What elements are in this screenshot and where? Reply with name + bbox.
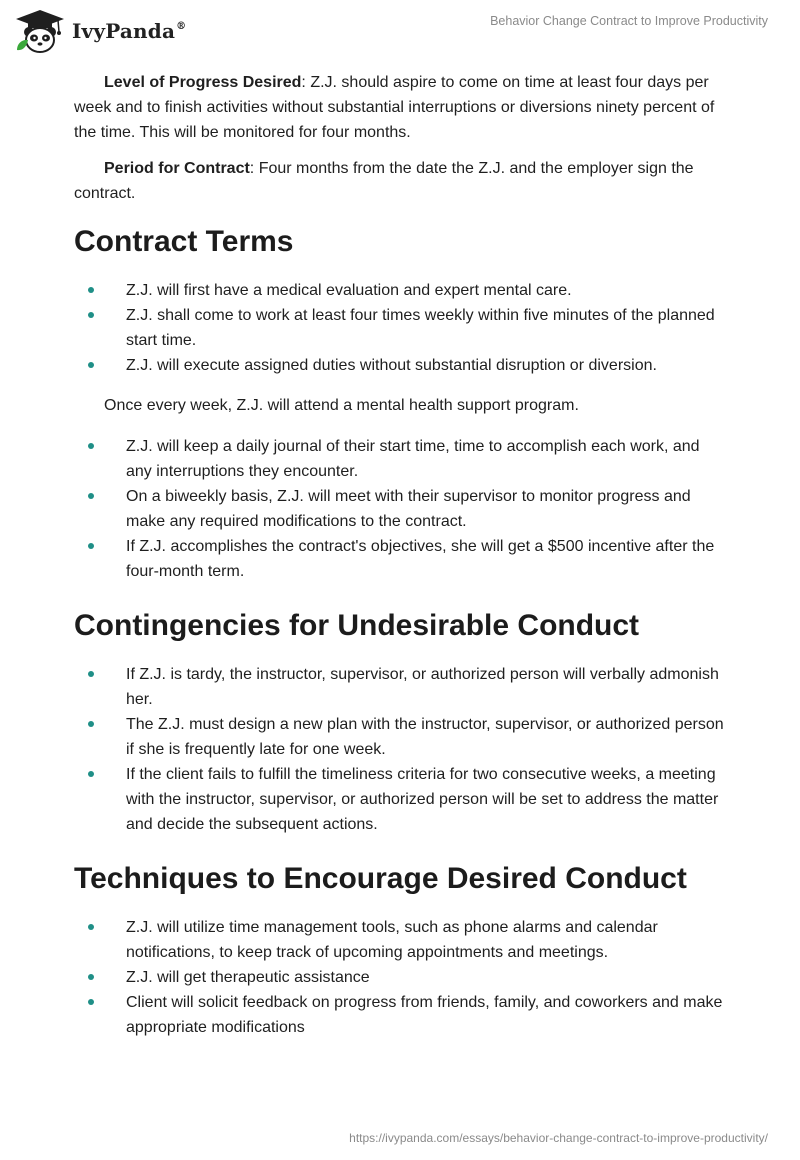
techniques-list: [74, 915, 724, 1040]
source-url-link[interactable]: https://ivypanda.com/essays/behavior-change-contract-to-improve-productivity/: [349, 1131, 768, 1145]
brand-name: IvyPanda®: [72, 19, 187, 43]
list-item: Z.J. shall come to work at least four times weekly within five minutes of the planned start time.: [74, 303, 724, 353]
list-item: Client will solicit feedback on progress from friends, family, and coworkers and make appropriate modifications: [74, 990, 724, 1040]
bullet-icon: [88, 771, 94, 777]
list-item: Z.J. will get therapeutic assistance: [74, 965, 724, 990]
bullet-icon: [88, 974, 94, 980]
list-item: Z.J. will execute assigned duties without substantial disruption or diversion.: [74, 353, 724, 378]
bullet-icon: [88, 443, 94, 449]
contract-terms-list-2: [74, 434, 724, 584]
list-item: On a biweekly basis, Z.J. will meet with their supervisor to monitor progress and make any required modifications to the contract.: [74, 484, 724, 534]
ivypanda-logo[interactable]: [14, 8, 186, 54]
bullet-icon: [88, 721, 94, 727]
list-item: The Z.J. must design a new plan with the instructor, supervisor, or authorized person if she is frequently late for one week.: [74, 712, 724, 762]
bullet-icon: [88, 312, 94, 318]
list-item: Z.J. will first have a medical evaluation and expert mental care.: [74, 278, 724, 303]
contract-terms-list: [74, 278, 724, 378]
section-heading-contingencies: Contingencies for Undesirable Conduct: [74, 609, 640, 642]
list-item: Z.J. will utilize time management tools, such as phone alarms and calendar notifications, to keep track of upcoming appointments and meetings.: [74, 915, 724, 965]
progress-text: : Z.J. should aspire to come on time at least four days per week and to finish activities without substantial interruptions or diversions ninety percent of the time. This will be monitored for four months.: [74, 74, 715, 141]
progress-label: Level of Progress Desired: [104, 74, 302, 91]
section-heading-techniques: Techniques to Encourage Desired Conduct: [74, 862, 687, 895]
bullet-icon: [88, 362, 94, 368]
list-item: If the client fails to fulfill the timeliness criteria for two consecutive weeks, a meeting with the instructor, supervisor, or authorized person will be set to address the matter and decide the subsequent actions.: [74, 762, 724, 837]
section-heading-contract-terms: Contract Terms: [74, 225, 294, 258]
period-label: Period for Contract: [104, 160, 250, 177]
support-program-paragraph: Once every week, Z.J. will attend a mental health support program.: [104, 397, 579, 414]
bullet-icon: [88, 287, 94, 293]
document-title: Behavior Change Contract to Improve Productivity: [490, 14, 768, 28]
essay-body: [74, 70, 724, 1040]
bullet-icon: [88, 493, 94, 499]
list-item: If Z.J. accomplishes the contract's objectives, she will get a $500 incentive after the four-month term.: [74, 534, 724, 584]
progress-paragraph: [74, 70, 724, 145]
bullet-icon: [88, 999, 94, 1005]
bullet-icon: [88, 924, 94, 930]
panda-icon: [14, 8, 66, 54]
period-text: : Four months from the date the Z.J. and the employer sign the contract.: [74, 160, 694, 202]
contingencies-list: [74, 662, 724, 837]
bullet-icon: [88, 543, 94, 549]
list-item: Z.J. will keep a daily journal of their start time, time to accomplish each work, and any interruptions they encounter.: [74, 434, 724, 484]
bullet-icon: [88, 671, 94, 677]
page-header: [0, 0, 800, 64]
list-item: If Z.J. is tardy, the instructor, supervisor, or authorized person will verbally admonish her.: [74, 662, 724, 712]
period-paragraph: [74, 156, 724, 206]
